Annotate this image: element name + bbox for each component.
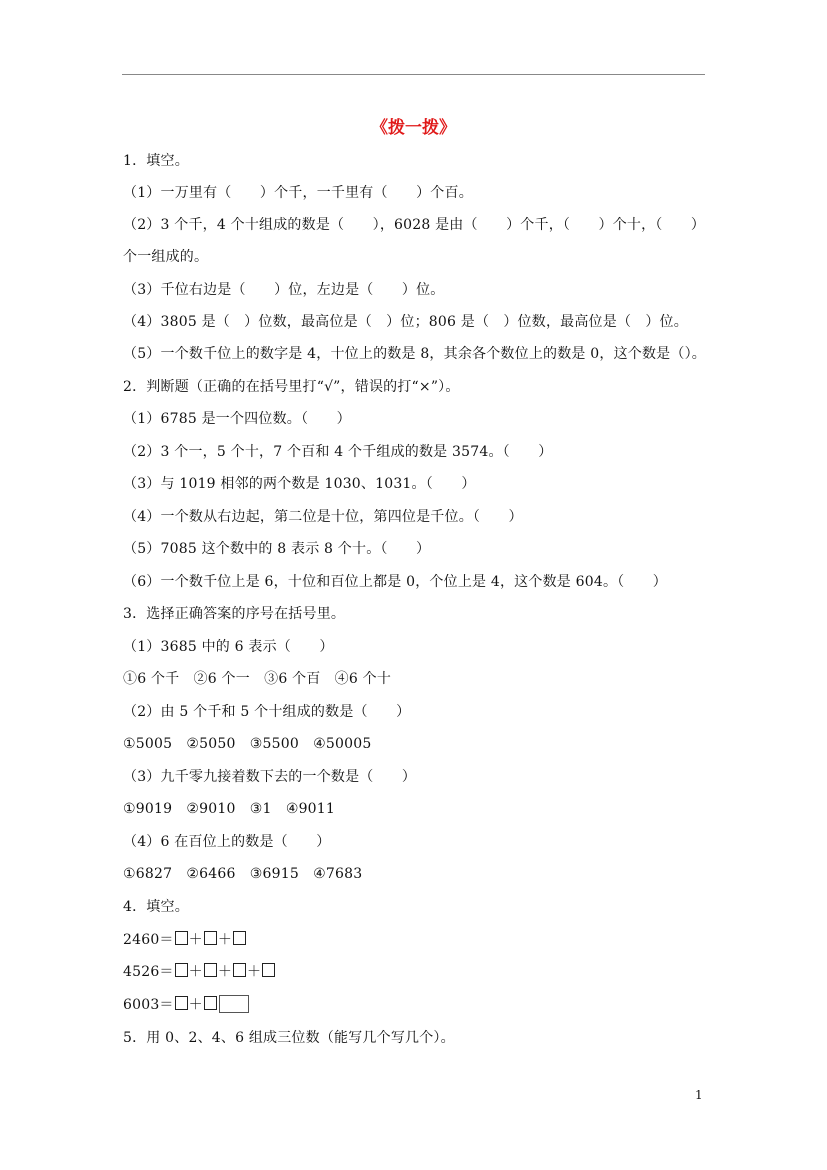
text-line: （4）一个数从右边起，第二位是十位，第四位是千位。（ ） — [123, 509, 523, 525]
text-line: （1）6785 是一个四位数。（ ） — [123, 411, 351, 427]
equation-row: 2460＝ ＋ ＋ — [123, 930, 247, 950]
answer-box[interactable] — [262, 963, 275, 977]
text-line: 2．判断题（正确的在括号里打“√”，错误的打“×”）。 — [123, 379, 460, 395]
text-line: ①5005 ②5050 ③5500 ④50005 — [123, 736, 372, 752]
text-line: 4．填空。 — [123, 899, 189, 915]
text-line: 3．选择正确答案的序号在括号里。 — [123, 606, 346, 622]
answer-box[interactable] — [175, 931, 188, 945]
text-line: （6）一个数千位上是 6，十位和百位上都是 0，个位上是 4，这个数是 604。（ ） — [123, 574, 667, 590]
text-line: （2）由 5 个千和 5 个十组成的数是（ ） — [123, 704, 411, 720]
answer-box[interactable] — [204, 996, 217, 1010]
text-line: ①6 个千 ②6 个一 ③6 个百 ④6 个十 — [123, 671, 392, 687]
answer-box-wide[interactable] — [219, 995, 249, 1013]
text-line: （3）九千零九接着数下去的一个数是（ ） — [123, 769, 417, 785]
text-line: （5）7085 这个数中的 8 表示 8 个十。（ ） — [123, 541, 431, 557]
text-line: （1）3685 中的 6 表示（ ） — [123, 639, 334, 655]
text-line: （1）一万里有（ ）个千，一千里有（ ）个百。 — [123, 185, 473, 201]
answer-box[interactable] — [204, 931, 217, 945]
header-rule — [122, 74, 705, 75]
equation-row: 6003＝ ＋ — [123, 995, 249, 1015]
text-line: 个一组成的。 — [123, 249, 209, 265]
text-line: （3）与 1019 相邻的两个数是 1030、1031。（ ） — [123, 476, 476, 492]
answer-box[interactable] — [204, 963, 217, 977]
text-line: 5．用 0、2、4、6 组成三位数（能写几个写几个）。 — [123, 1030, 455, 1046]
text-line: （2）3 个千，4 个十组成的数是（ ），6028 是由（ ）个千，（ ）个十，（ ） — [123, 217, 706, 233]
text-line: 1．填空。 — [123, 153, 189, 169]
text-line: （3）千位右边是（ ）位，左边是（ ）位。 — [123, 282, 445, 298]
text-line: （4）3805 是（ ）位数，最高位是（ ）位；806 是（ ）位数，最高位是（ ）位。 — [123, 314, 688, 330]
answer-box[interactable] — [233, 963, 246, 977]
answer-box[interactable] — [175, 963, 188, 977]
answer-box[interactable] — [233, 931, 246, 945]
text-line: ①6827 ②6466 ③6915 ④7683 — [123, 866, 363, 882]
text-line: （4）6 在百位上的数是（ ） — [123, 834, 331, 850]
equation-row: 4526＝ ＋ ＋ ＋ — [123, 962, 276, 982]
page-title: 《拨一拨》 — [371, 118, 456, 138]
text-line: （5）一个数千位上的数字是 4，十位上的数是 8，其余各个数位上的数是 0，这个数是（）。 — [123, 346, 706, 362]
text-line: ①9019 ②9010 ③1 ④9011 — [123, 801, 335, 817]
page-number: 1 — [695, 1088, 703, 1102]
answer-box[interactable] — [175, 996, 188, 1010]
text-line: （2）3 个一，5 个十，7 个百和 4 个千组成的数是 3574。（ ） — [123, 444, 553, 460]
